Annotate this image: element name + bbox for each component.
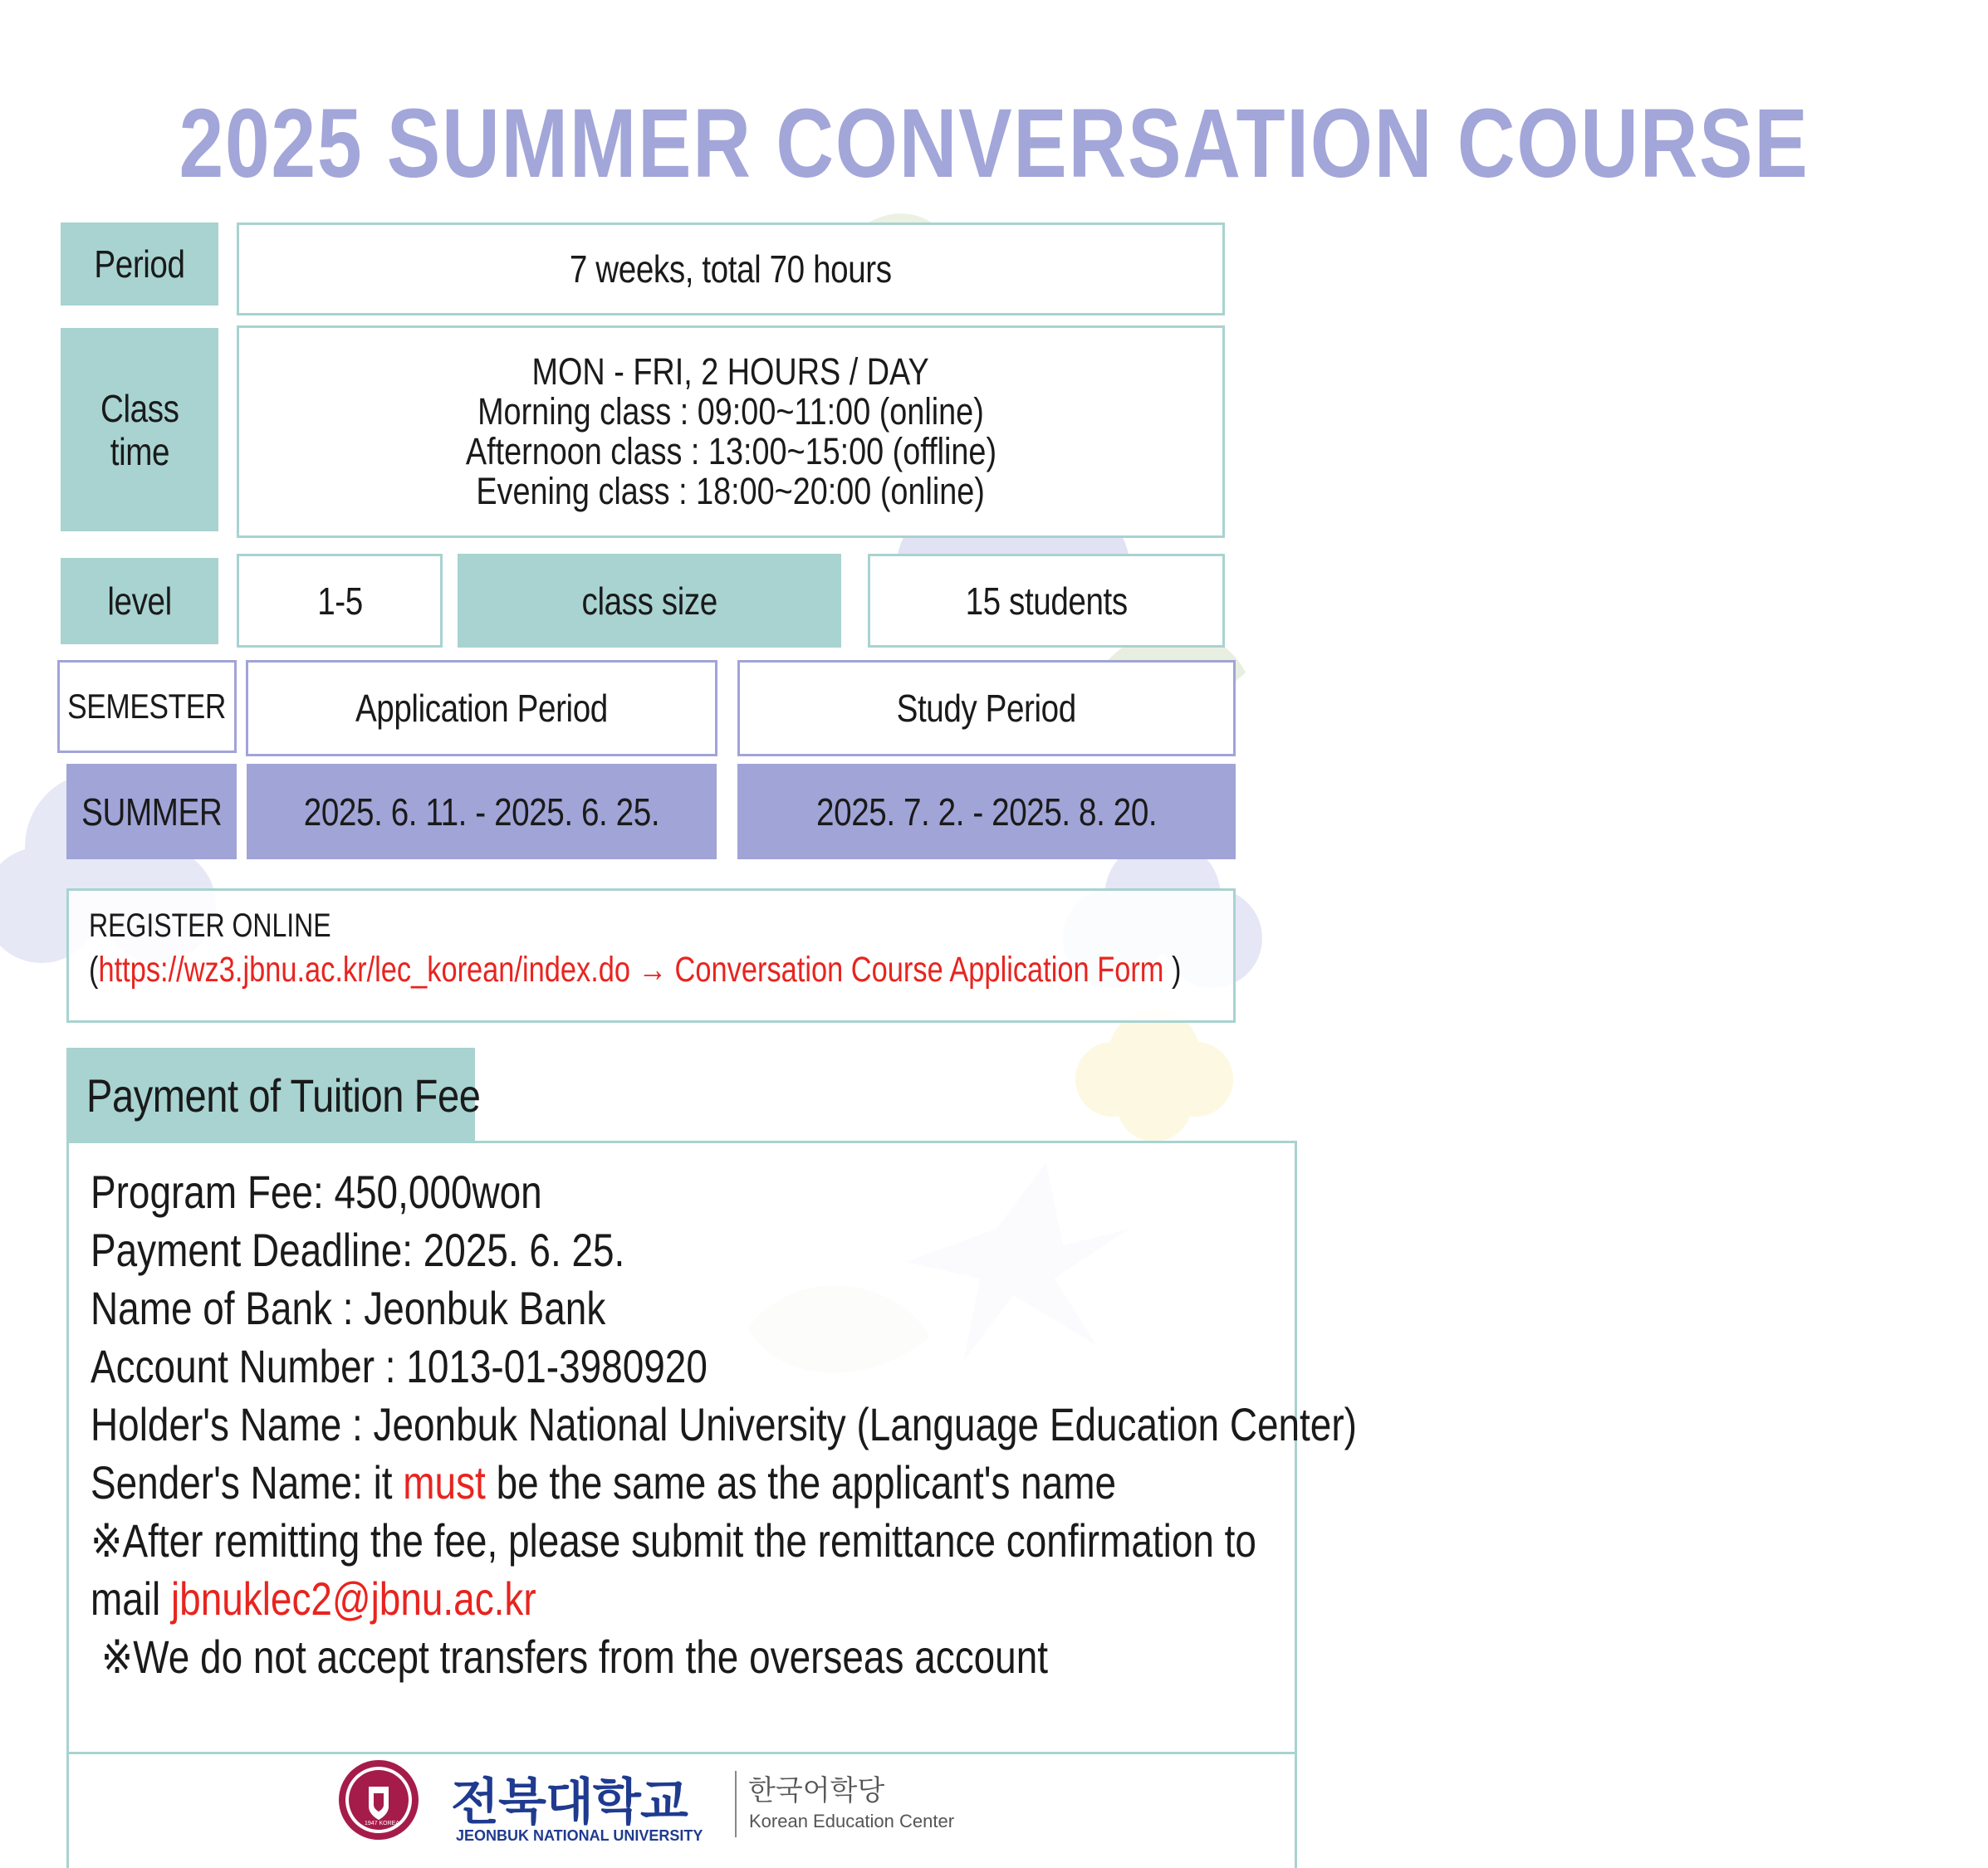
register-online-box — [66, 888, 1236, 1023]
level-value-cell — [237, 554, 443, 648]
payment-tab-title: Payment of Tuition Fee — [86, 1069, 481, 1122]
sender-emphasis: must — [403, 1456, 486, 1509]
account-number: Account Number : 1013-01-3980920 — [91, 1340, 708, 1392]
payment-deadline: Payment Deadline: 2025. 6. 25. — [91, 1224, 625, 1276]
program-fee: Program Fee: 450,000won — [91, 1166, 542, 1218]
summer-semester-cell — [66, 764, 237, 859]
class-time-label-line2: time — [110, 429, 169, 473]
footer-box — [66, 1752, 1297, 1868]
class-size-label-cell — [458, 554, 841, 648]
class-time-line: Evening class : 18:00~20:00 (online) — [476, 470, 986, 512]
application-period-header-cell — [246, 660, 717, 756]
sender-name — [91, 1454, 1117, 1512]
class-size-label: class size — [581, 579, 717, 623]
mail-prefix: mail — [91, 1572, 171, 1625]
semester-header: SEMESTER — [67, 687, 227, 726]
study-period-header: Study Period — [896, 687, 1077, 730]
university-seal-icon — [337, 1758, 420, 1841]
register-heading: REGISTER ONLINE — [89, 907, 331, 944]
paren-close: ) — [1163, 950, 1182, 990]
footer-divider — [735, 1771, 737, 1837]
page-title: 2025 SUMMER CONVERSATION COURSE — [179, 89, 1809, 198]
registration-link[interactable]: https://wz3.jbnu.ac.kr/lec_korean/index.do → Conversation Course Application Form — [98, 950, 1164, 990]
period-label-cell — [61, 222, 218, 306]
remittance-note: ※After remitting the fee, please submit the remittance confirmation to — [91, 1514, 1256, 1567]
level-label: level — [107, 579, 172, 623]
level-label-cell — [61, 558, 218, 644]
paren-open: ( — [89, 950, 99, 990]
summer-semester: SUMMER — [81, 790, 223, 834]
period-value: 7 weeks, total 70 hours — [570, 247, 892, 291]
overseas-note: ※We do not accept transfers from the overseas account — [91, 1631, 1049, 1683]
study-period-value-cell — [737, 764, 1236, 859]
register-link-line — [89, 950, 1182, 990]
center-korean-name: 한국어학당 — [748, 1774, 885, 1807]
class-time-line: Afternoon class : 13:00~15:00 (offline) — [465, 430, 996, 472]
application-period-value: 2025. 6. 11. - 2025. 6. 25. — [303, 790, 660, 834]
holder-name: Holder's Name : Jeonbuk National University (Language Education Center) — [91, 1398, 1357, 1450]
class-time-label-line1: Class — [100, 386, 179, 430]
center-english-name: Korean Education Center — [749, 1811, 955, 1831]
application-period-value-cell — [247, 764, 717, 859]
period-label: Period — [94, 242, 185, 286]
payment-details-box — [66, 1141, 1357, 1776]
class-time-line: Morning class : 09:00~11:00 (online) — [477, 390, 984, 433]
class-time-line: MON - FRI, 2 HOURS / DAY — [531, 350, 930, 393]
application-period-header: Application Period — [355, 687, 608, 730]
study-period-header-cell — [737, 660, 1236, 756]
class-time-value-cell — [237, 325, 1225, 538]
semester-header-cell — [57, 660, 237, 753]
payment-tab — [66, 1048, 481, 1143]
bank-name: Name of Bank : Jeonbuk Bank — [91, 1282, 606, 1334]
class-size-value-cell — [868, 554, 1225, 648]
class-size-value: 15 students — [965, 579, 1128, 623]
sender-prefix: Sender's Name: it — [91, 1456, 404, 1509]
email-link[interactable]: jbnuklec2@jbnu.ac.kr — [170, 1572, 536, 1625]
level-value: 1-5 — [316, 579, 363, 623]
university-korean-name: 전북대학교 — [451, 1773, 688, 1831]
study-period-value: 2025. 7. 2. - 2025. 8. 20. — [815, 790, 1158, 834]
university-english-name: JEONBUK NATIONAL UNIVERSITY — [456, 1827, 703, 1844]
class-time-label-cell — [61, 328, 218, 531]
mail-line — [91, 1570, 1060, 1628]
sender-suffix: be the same as the applicant's name — [485, 1456, 1117, 1509]
seal-year: 1947 KOREA — [365, 1821, 400, 1826]
period-value-cell — [237, 222, 1225, 315]
